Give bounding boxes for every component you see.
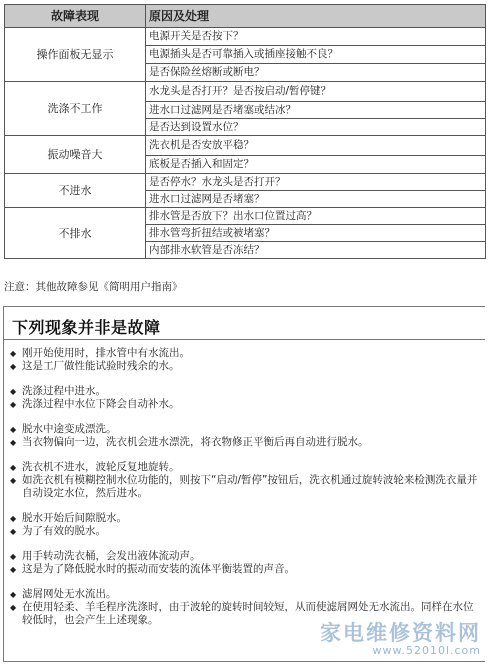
list-item-text: 用手转动洗衣桶，会发出液体流动声。 [22,550,201,562]
list-item-text: 刚开始使用时，排水管中有水流出。 [22,347,190,359]
cause-cell: 电源插头是否可靠插入或插座接触不良？ [146,46,486,64]
not-faults-box [3,306,485,662]
list-item [10,525,482,538]
cause-cell: 排水管是否放下？出水口位置过高？ [146,208,486,225]
cause-cell: 电源开关是否按下？ [146,28,486,46]
table-note: 注意：其他故障参见《简明用户指南》 [4,281,183,293]
bullet-icon: ◆ [10,514,17,523]
bullet-icon: ◆ [10,603,17,612]
watermark-url: www.52010l.com [372,644,481,657]
cause-cell: 进水口过滤网是否堵塞或结冰？ [146,102,486,119]
bullet-icon: ◆ [10,425,17,434]
bullet-icon: ◆ [10,400,17,409]
bullet-icon: ◆ [10,438,17,447]
not-fault-group [10,385,482,411]
list-item-text: 脱水中途变成漂洗。 [22,423,117,435]
symptom-cell: 不排水 [5,208,146,259]
bullet-icon: ◆ [10,552,17,561]
list-item-text: 脱水开始后间隙脱水。 [22,512,127,524]
header-cause: 原因及处理 [146,5,486,28]
list-item-text: 为了有效的脱水。 [22,525,106,537]
cause-cell: 是否保险丝熔断或断电？ [146,64,486,82]
list-item-text: 这是为了降低脱水时的振动而安装的流体平衡装置的声音。 [22,563,295,575]
bullet-icon: ◆ [10,463,17,472]
table-row [5,28,486,46]
symptom-cell: 振动噪音大 [5,136,146,174]
list-item [10,347,482,360]
list-item [10,563,482,576]
bullet-icon: ◆ [10,476,17,485]
watermark-text: 家电维修资料网 [320,620,481,645]
bullet-icon: ◆ [10,590,17,599]
table-row [5,82,486,102]
list-item-text: 在使用轻柔、羊毛程序洗涤时，由于波轮的旋转时间较短，从而使滤屑网处无水流出。同样在水位较低时，也会产生上述现象。 [22,601,474,626]
list-item-text: 洗涤过程中进水。 [22,385,106,397]
list-item [10,398,482,411]
cause-cell: 水龙头是否打开？是否按启动/暂停键？ [146,82,486,102]
cause-cell: 内部排水软管是否冻结？ [146,242,486,259]
symptom-cell: 洗涤不工作 [5,82,146,136]
not-fault-group [10,588,482,627]
list-item-text: 滤屑网处无水流出。 [22,588,117,600]
bullet-icon: ◆ [10,349,17,358]
bullet-icon: ◆ [10,387,17,396]
cause-cell: 排水管弯折扭结或被堵塞？ [146,225,486,242]
list-item-text: 洗涤过程中水位下降会自动补水。 [22,398,180,410]
troubleshooting-table [4,4,486,259]
not-fault-group [10,461,482,500]
table-header-row [5,5,486,28]
not-faults-list [10,347,482,639]
not-fault-group [10,423,482,449]
list-item [10,423,482,436]
title-divider [4,339,485,340]
table-row [5,136,486,156]
table-row [5,174,486,191]
list-item [10,436,482,449]
not-fault-group [10,550,482,576]
list-item [10,474,482,500]
symptom-cell: 不进水 [5,174,146,208]
list-item [10,385,482,398]
bullet-icon: ◆ [10,565,17,574]
symptom-cell: 操作面板无显示 [5,28,146,82]
list-item-text: 如洗衣机有模糊控制水位功能的，则按下“启动/暂停”按钮后，洗衣机通过旋转波轮来检测洗衣量并自动设定水位，然后进水。 [22,474,478,499]
list-item [10,461,482,474]
not-fault-group [10,347,482,373]
not-faults-title: 下列现象并非是故障 [12,318,161,337]
bullet-icon: ◆ [10,527,17,536]
list-item-text: 这是工厂做性能试验时残余的水。 [22,360,180,372]
list-item [10,360,482,373]
list-item [10,512,482,525]
cause-cell: 是否达到设置水位？ [146,119,486,136]
bullet-icon: ◆ [10,362,17,371]
list-item [10,550,482,563]
list-item [10,601,482,627]
cause-cell: 洗衣机是否安放平稳？ [146,136,486,156]
cause-cell: 底板是否插入和固定？ [146,156,486,174]
not-fault-group [10,512,482,538]
list-item [10,588,482,601]
cause-cell: 是否停水？水龙头是否打开？ [146,174,486,191]
table-row [5,208,486,225]
list-item-text: 当衣物偏向一边，洗衣机会进水漂洗，将衣物修正平衡后再自动进行脱水。 [22,436,369,448]
header-symptom: 故障表现 [5,5,146,28]
cause-cell: 进水口过滤网是否堵塞？ [146,191,486,208]
list-item-text: 洗衣机不进水，波轮反复地旋转。 [22,461,180,473]
